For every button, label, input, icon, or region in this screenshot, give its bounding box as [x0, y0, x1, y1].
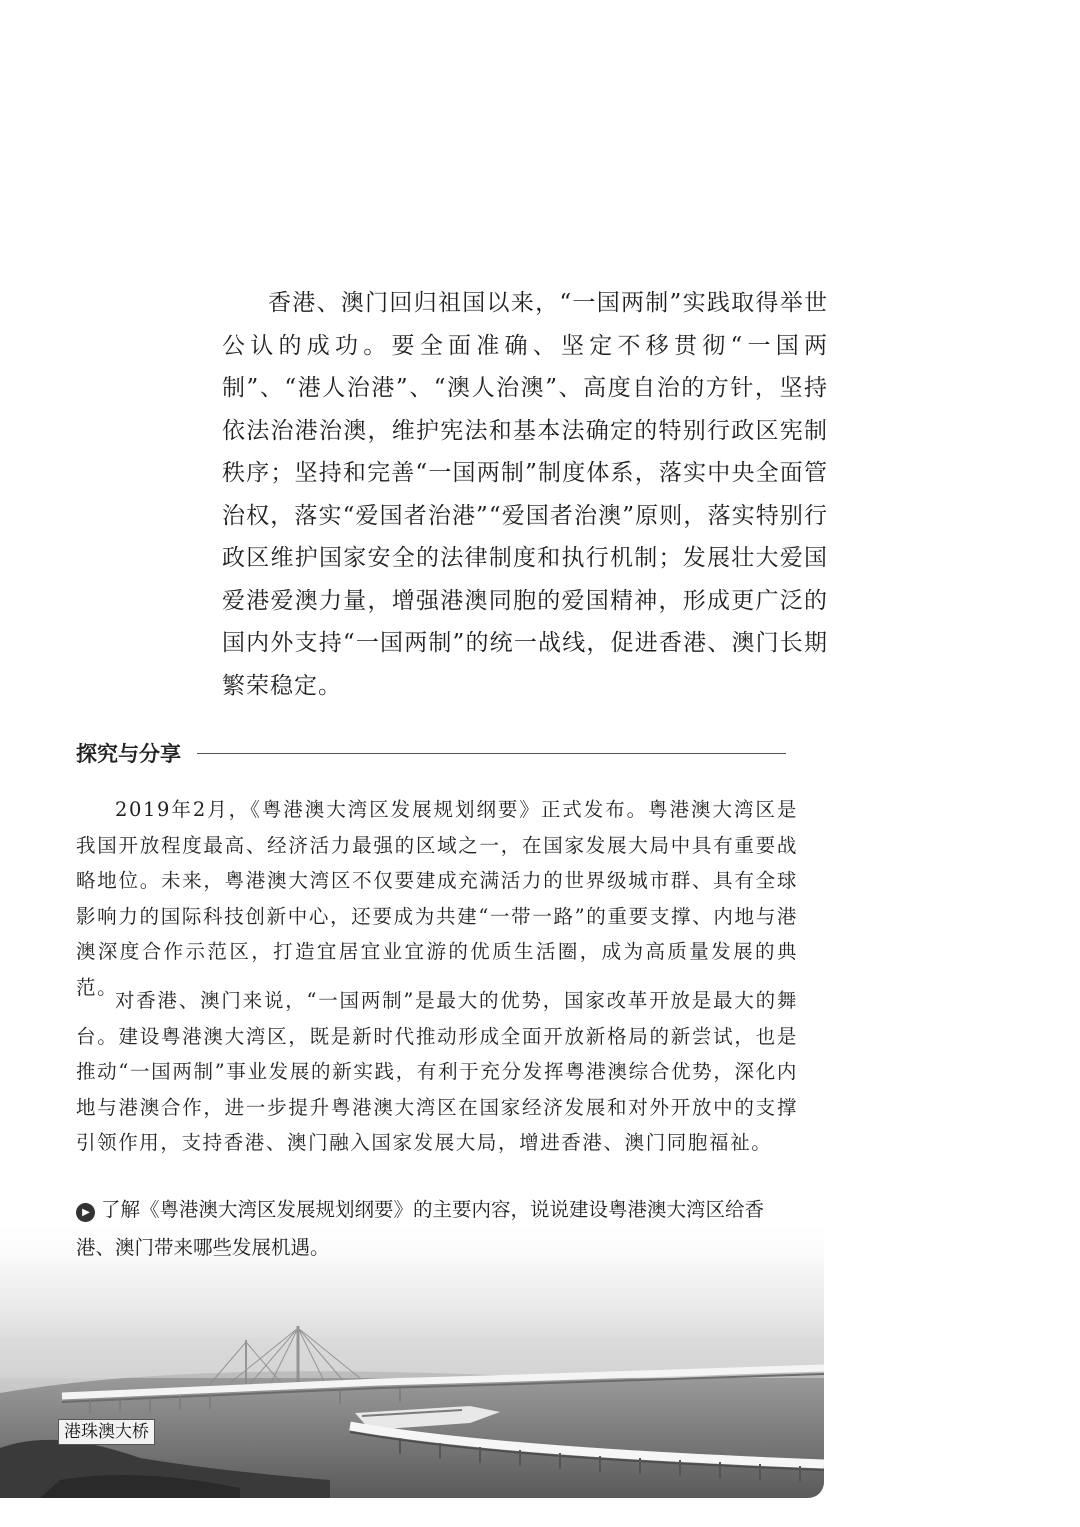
- section-title: 探究与分享: [76, 742, 181, 766]
- main-paragraph: 香港、澳门回归祖国以来，“一国两制”实践取得举世公认的成功。要全面准确、坚定不移贯彻“一国两制”、“港人治港”、“澳人治澳”、高度自治的方针，坚持依法治港治澳，维护宪法和基本法确定的特别行政区宪制秩序；坚持和完善“一国两制”制度体系，落实中央全面管治权，落实“爱国者治港”“爱国者治澳”原则，落实特别行政区维护国家安全的法律制度和执行机制；发展壮大爱国爱港爱澳力量，增强港澳同胞的爱国精神，形成更广泛的国内外支持“一国两制”的统一战线，促进香港、澳门长期繁荣稳定。: [222, 290, 828, 699]
- photo-caption: 港珠澳大桥: [58, 1419, 155, 1445]
- section-divider: [197, 753, 786, 754]
- prompt-text: 了解《粤港澳大湾区发展规划纲要》的主要内容，说说建设粤港澳大湾区给香港、澳门带来哪些发展机遇。: [76, 1198, 765, 1259]
- explore-paragraph-2: 对香港、澳门来说，“一国两制”是最大的优势，国家改革开放是最大的舞台。建设粤港澳大湾区，既是新时代推动形成全面开放新格局的新尝试，也是推动“一国两制”事业发展的新实践，有利于充分发挥粤港澳综合优势，深化内地与港澳合作，进一步提升粤港澳大湾区在国家经济发展和对外开放中的支撑引领作用，支持香港、澳门融入国家发展大局，增进香港、澳门同胞福祉。: [76, 989, 798, 1154]
- section-header: [76, 738, 786, 768]
- play-circle-icon: ▶: [76, 1203, 95, 1222]
- explore-paragraph-1: 2019年2月，《粤港澳大湾区发展规划纲要》正式发布。粤港澳大湾区是我国开放程度最高、经济活力最强的区域之一，在国家发展大局中具有重要战略地位。未来，粤港澳大湾区不仅要建成充满活力的世界级城市群、具有全球影响力的国际科技创新中心，还要成为共建“一带一路”的重要支撑、内地与港澳深度合作示范区，打造宜居宜业宜游的优质生活圈，成为高质量发展的典范。: [76, 798, 798, 999]
- discussion-prompt: [76, 1191, 800, 1267]
